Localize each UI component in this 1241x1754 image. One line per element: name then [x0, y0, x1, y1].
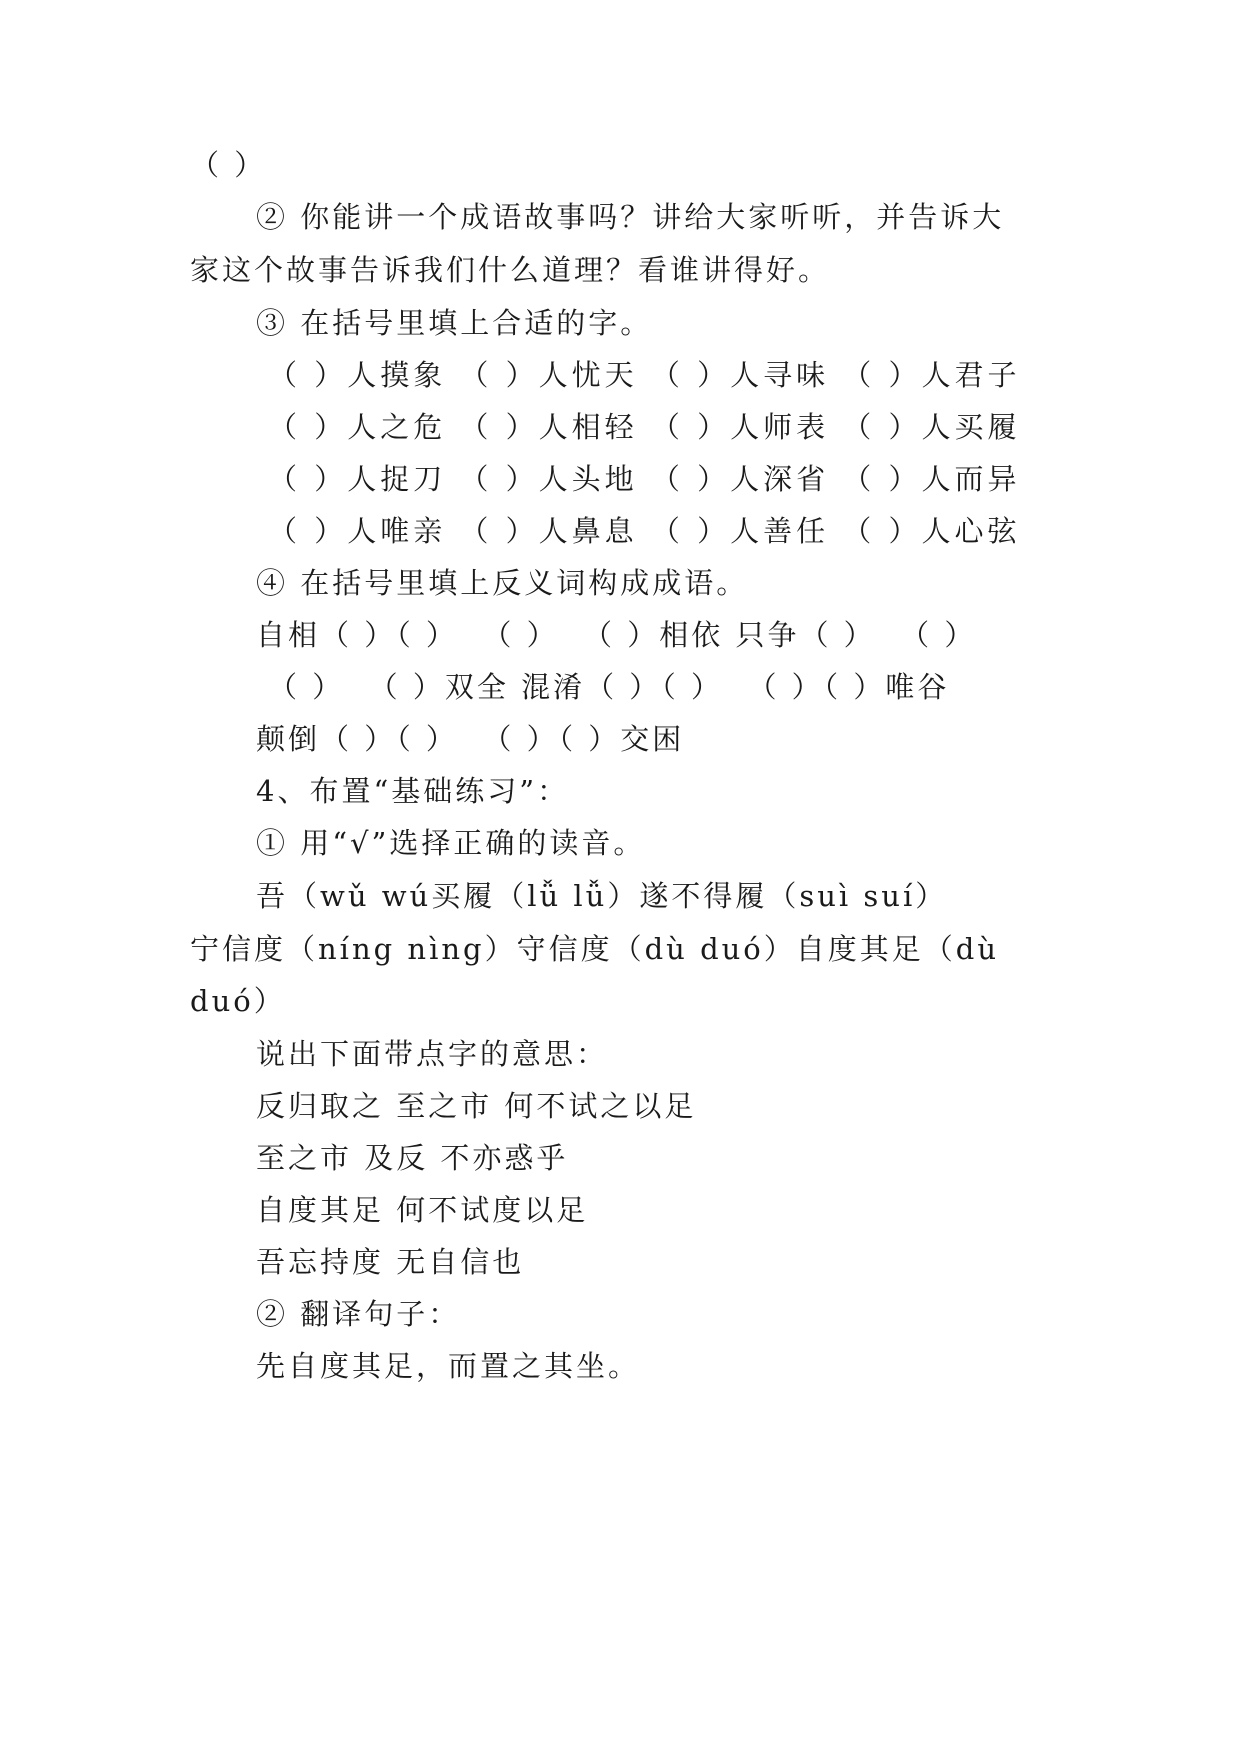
idiom-row-2: （ ）人之危 （ ）人相轻 （ ）人师表 （ ）人买履 [268, 410, 1021, 444]
explain-item-2: 至之市 及反 不亦惑乎 [256, 1141, 569, 1175]
translate-sentence: 先自度其足，而置之其坐。 [256, 1349, 641, 1383]
idiom-row-4: （ ）人唯亲 （ ）人鼻息 （ ）人善任 （ ）人心弦 [268, 514, 1021, 548]
translate-heading: ② 翻译句子： [256, 1297, 461, 1331]
question-4-heading: ④ 在括号里填上反义词构成成语。 [256, 566, 749, 600]
question-2-line-2: 家这个故事告诉我们什么道理？看谁讲得好。 [190, 253, 831, 287]
explain-item-3: 自度其足 何不试度以足 [256, 1193, 589, 1227]
explain-item-4: 吾忘持度 无自信也 [256, 1245, 525, 1279]
antonym-row-2: （ ） （ ）双全 混淆（ ）（ ） （ ）（ ）唯谷 [268, 670, 950, 704]
pinyin-line-2: 宁信度（níng nìng）守信度（dù duó）自度其足（dù [190, 932, 1000, 966]
blank-parentheses: （ ） [190, 148, 267, 182]
question-3-heading: ③ 在括号里填上合适的字。 [256, 306, 653, 340]
antonym-row-3: 颠倒（ ）（ ） （ ）（ ）交困 [256, 722, 685, 756]
section-4-heading: 4、布置“基础练习”： [256, 774, 570, 808]
question-2-line-1: ② 你能讲一个成语故事吗？讲给大家听听，并告诉大 [256, 200, 1005, 234]
pronunciation-instruction: ① 用“√”选择正确的读音。 [256, 826, 646, 860]
explain-item-1: 反归取之 至之市 何不试之以足 [256, 1089, 697, 1123]
idiom-row-1: （ ）人摸象 （ ）人忧天 （ ）人寻味 （ ）人君子 [268, 358, 1021, 392]
antonym-row-1: 自相（ ）（ ） （ ） （ ）相依 只争（ ） （ ） [256, 618, 977, 652]
idiom-row-3: （ ）人捉刀 （ ）人头地 （ ）人深省 （ ）人而异 [268, 462, 1021, 496]
pinyin-line-1: 吾（wǔ wú买履（lǚ lǚ）遂不得履（suì suí） [256, 879, 948, 913]
pinyin-line-3: duó） [190, 984, 286, 1018]
explain-heading: 说出下面带点字的意思： [256, 1037, 609, 1071]
